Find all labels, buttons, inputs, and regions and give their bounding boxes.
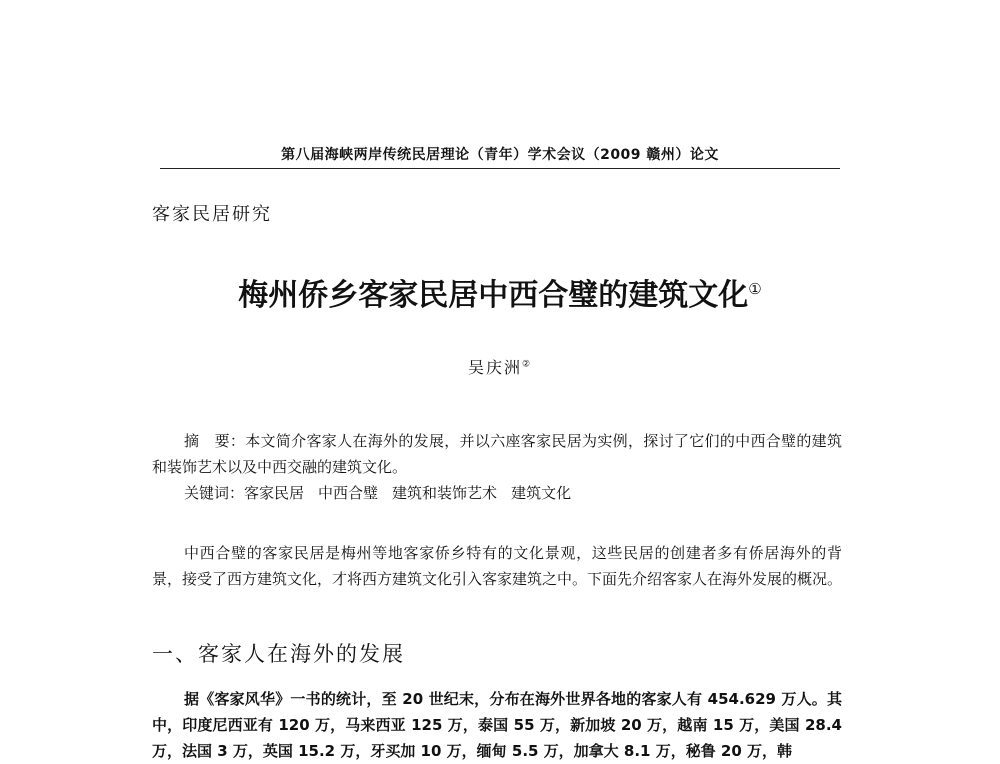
- header-rule: [160, 168, 840, 169]
- keywords: [152, 480, 874, 506]
- title-text: 梅州侨乡客家民居中西合璧的建筑文化: [238, 278, 749, 313]
- section-paragraph: 据《客家风华》一书的统计，至 20 世纪末，分布在海外世界各地的客家人有 454.629 万人。其中，印度尼西亚有 120 万，马来西亚 125 万，泰国 55 万，新加坡 20 万，越南 15 万，美国 28.4 万，法国 3 万，英国 15.2 万，牙买加 10 万，缅甸 5.5 万，加拿大 8.1 万，秘鲁 20 万，韩: [152, 690, 842, 760]
- author-footnote-mark[interactable]: ②: [521, 359, 533, 370]
- keywords-label: 关键词：: [184, 484, 245, 502]
- title-footnote-mark[interactable]: ①: [748, 280, 762, 298]
- author-line: [160, 355, 840, 378]
- abstract-text: 本文简介客家人在海外的发展，并以六座客家民居为实例，探讨了它们的中西合璧的建筑和装饰艺术以及中西交融的建筑文化。: [152, 432, 842, 476]
- abstract: [152, 428, 842, 480]
- abstract-label: 摘 要：: [184, 432, 246, 450]
- intro-paragraph: 中西合璧的客家民居是梅州等地客家侨乡特有的文化景观，这些民居的创建者多有侨居海外的背景，接受了西方建筑文化，才将西方建筑文化引入客家建筑之中。下面先介绍客家人在海外发展的概况。: [152, 544, 843, 588]
- section-heading: 一、客家人在海外的发展: [152, 642, 405, 666]
- running-header: 第八届海峡两岸传统民居理论（青年）学术会议（2009 赣州）论文: [281, 147, 719, 163]
- keyword: 客家民居: [244, 484, 305, 502]
- section-label: 客家民居研究: [152, 204, 272, 225]
- paper-title: [160, 270, 840, 314]
- keyword: 中西合璧: [318, 484, 379, 502]
- keyword: 建筑和装饰艺术: [392, 484, 498, 502]
- keyword: 建筑文化: [511, 484, 572, 502]
- author-name: 吴庆洲: [467, 358, 522, 377]
